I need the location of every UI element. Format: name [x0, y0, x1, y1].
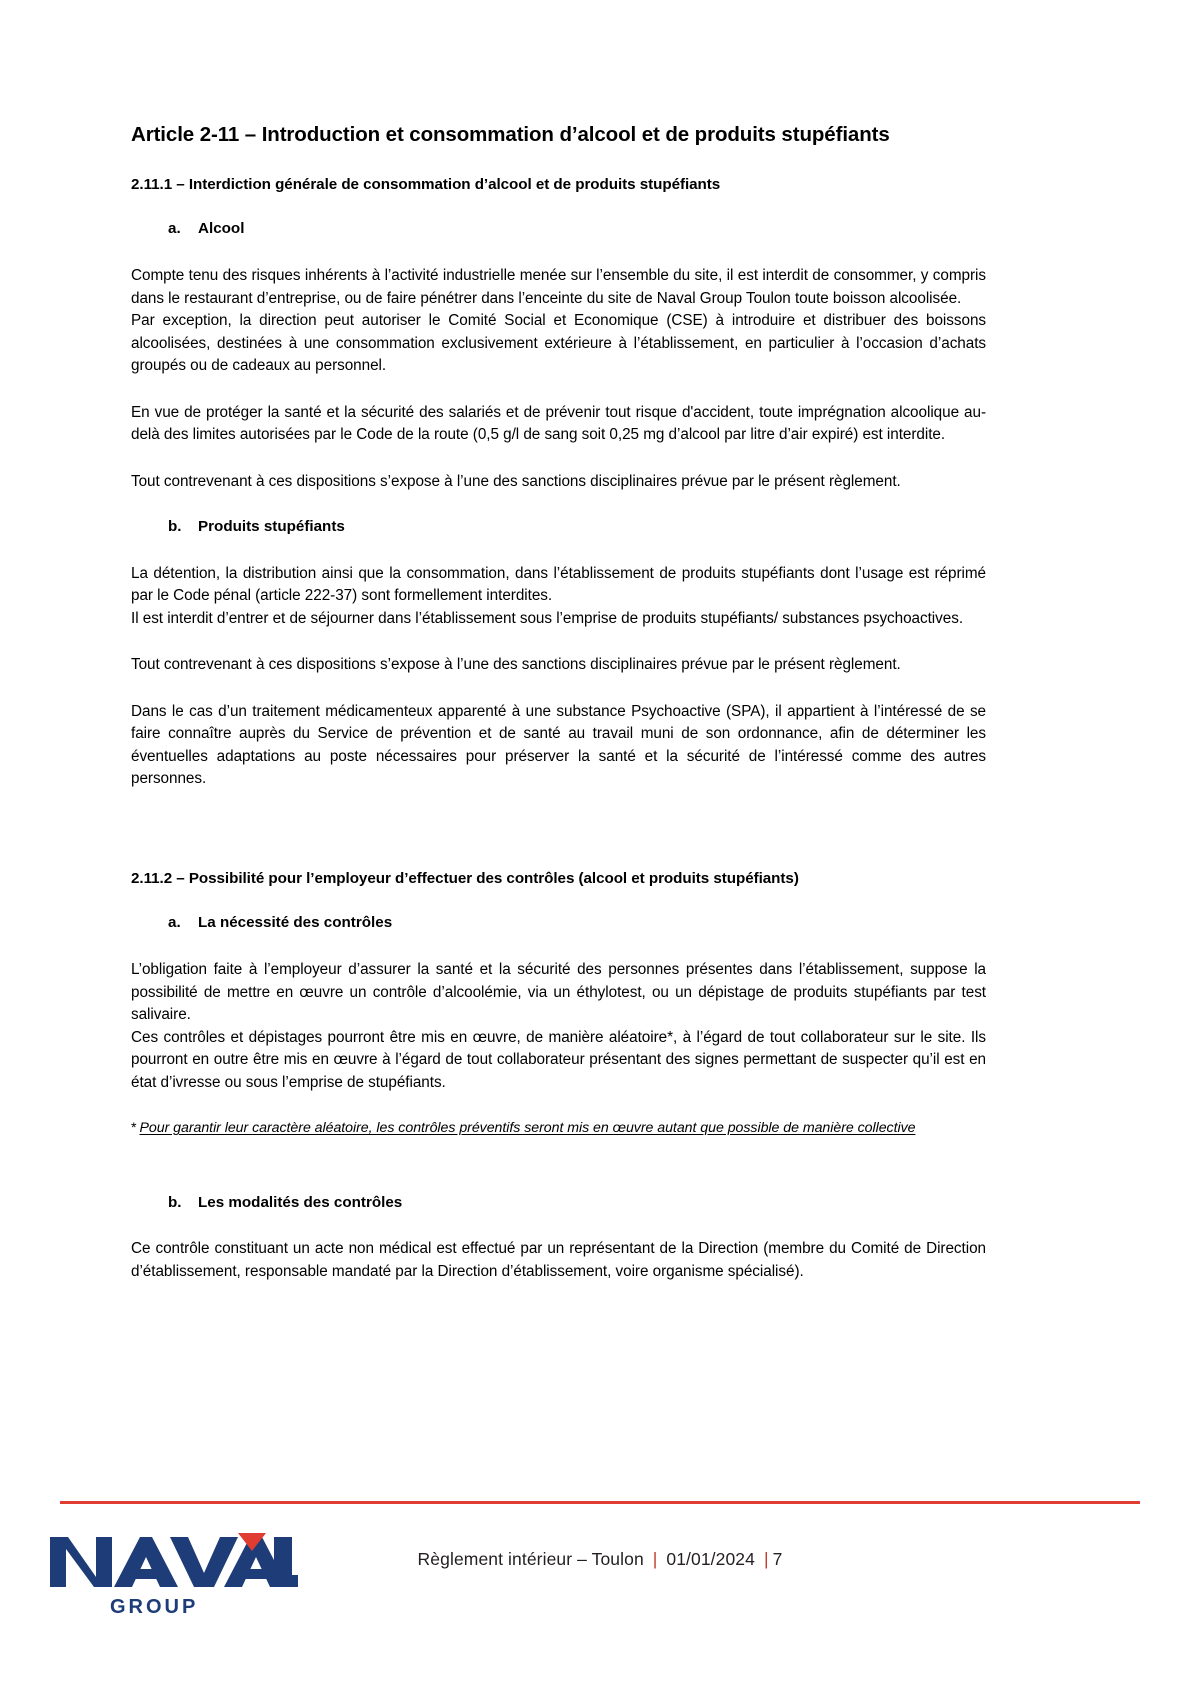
footer-separator: |	[652, 1549, 658, 1569]
paragraph: Compte tenu des risques inhérents à l’activité industrielle menée sur l’ensemble du site, il est interdit de consommer, y compris dans le restaurant d’entreprise, ou de faire pénétrer dans l’enceinte du site de Naval Group Toulon toute boisson alcoolisée.	[131, 267, 986, 307]
subsection-label-alcool: Alcool	[198, 220, 245, 238]
subsection-marker-a: a.	[168, 914, 181, 932]
paragraph-group-stupefiants-1	[131, 563, 986, 630]
footer-divider	[60, 1501, 1140, 1504]
footer-separator: |	[763, 1549, 769, 1569]
section-heading-2-11-1: 2.11.1 – Interdiction générale de consommation d’alcool et de produits stupéfiants	[131, 175, 721, 193]
subsection-heading-modalites-controles	[131, 1193, 986, 1213]
paragraph: Il est interdit d’entrer et de séjourner dans l’établissement sous l’emprise de produits stupéfiants/ substances psychoactives.	[131, 609, 964, 627]
paragraph-group-alcool-1	[131, 265, 986, 377]
footer-page-number: 7	[772, 1549, 783, 1569]
footer-date: 01/01/2024	[666, 1549, 755, 1569]
paragraph: Dans le cas d’un traitement médicamenteux apparenté à une substance Psychoactive (SPA), il appartient à l’intéressé de se faire connaître auprès du Service de prévention et de santé au travail muni de son ordonnance, afin de déterminer les éventuelles adaptations au poste nécessaires pour préserver la santé et la sécurité de l’intéressé comme des autres personnes.	[131, 702, 986, 788]
subsection-marker-b: b.	[168, 518, 182, 535]
footer-document-name: Règlement intérieur – Toulon	[417, 1549, 644, 1569]
subsection-marker-a: a.	[168, 220, 181, 238]
subsection-label-necessite-controles: La nécessité des contrôles	[198, 914, 393, 932]
subsection-label-modalites-controles: Les modalités des contrôles	[198, 1193, 403, 1211]
footnote-spacer	[131, 1139, 986, 1193]
footer-meta	[0, 1549, 1200, 1570]
subsection-heading-alcool	[131, 219, 986, 239]
paragraph: En vue de protéger la santé et la sécurité des salariés et de prévenir tout risque d'accident, toute imprégnation alcoolique au-delà des limites autorisées par le Code de la route (0,5 g/l de sang soit 0,25 mg d’alcool par litre d’air expiré) est interdite.	[131, 403, 986, 444]
section-spacer	[131, 815, 986, 869]
subsection-heading-necessite-controles	[131, 913, 986, 933]
paragraph: Tout contrevenant à ces dispositions s’expose à l’une des sanctions disciplinaires prévue par le présent règlement.	[131, 656, 901, 674]
paragraph: Ce contrôle constituant un acte non médical est effectué par un représentant de la Direction (membre du Comité de Direction d’établissement, responsable mandaté par la Direction d’établissement, voire organisme spécialisé).	[131, 1240, 986, 1280]
paragraph: La détention, la distribution ainsi que la consommation, dans l’établissement de produits stupéfiants dont l’usage est réprimé par le Code pénal (article 222-37) sont formellement interdites.	[131, 564, 986, 605]
subsection-label-produits-stupefiants: Produits stupéfiants	[198, 518, 345, 535]
section-heading-2-11-2: 2.11.2 – Possibilité pour l’employeur d’effectuer des contrôles (alcool et produits stupéfiants)	[131, 869, 799, 887]
paragraph: Par exception, la direction peut autoriser le Comité Social et Economique (CSE) à introduire et distribuer des boissons alcoolisées, destinées à une consommation exclusivement extérieure à l’établissement, en particulier à l’occasion d’achats groupés ou de cadeaux au personnel.	[131, 312, 986, 375]
subsection-marker-b: b.	[168, 1193, 182, 1211]
paragraph: Ces contrôles et dépistages pourront être mis en œuvre, de manière aléatoire*, à l’égard de tout collaborateur sur le site. Ils pourront en outre être mis en œuvre à l’égard de tout collaborateur présentant des signes permettant de suspecter qu’il est en état d’ivresse ou sous l’emprise de stupéfiants.	[131, 1028, 986, 1091]
paragraph-group-controles-1	[131, 959, 986, 1094]
document-content	[131, 122, 986, 1307]
page-title: Article 2-11 – Introduction et consommation d’alcool et de produits stupéfiants	[131, 123, 890, 146]
svg-text:GROUP: GROUP	[110, 1596, 199, 1618]
paragraph: L’obligation faite à l’employeur d’assurer la santé et la sécurité des personnes présentes dans l’établissement, suppose la possibilité de mettre en œuvre un contrôle d’alcoolémie, via un éthylotest, ou un dépistage de produits stupéfiants par test salivaire.	[131, 961, 986, 1024]
footnote-text: Pour garantir leur caractère aléatoire, les contrôles préventifs seront mis en œuvre autant que possible de manière collective	[139, 1120, 916, 1137]
paragraph: Tout contrevenant à ces dispositions s’expose à l’une des sanctions disciplinaires prévue par le présent règlement.	[131, 472, 901, 490]
footnote-aleatoire	[131, 1118, 986, 1139]
footnote-marker: *	[131, 1120, 137, 1137]
subsection-heading-produits-stupefiants	[131, 517, 986, 537]
naval-group-logo	[48, 1529, 298, 1621]
page-footer	[0, 1501, 1200, 1697]
